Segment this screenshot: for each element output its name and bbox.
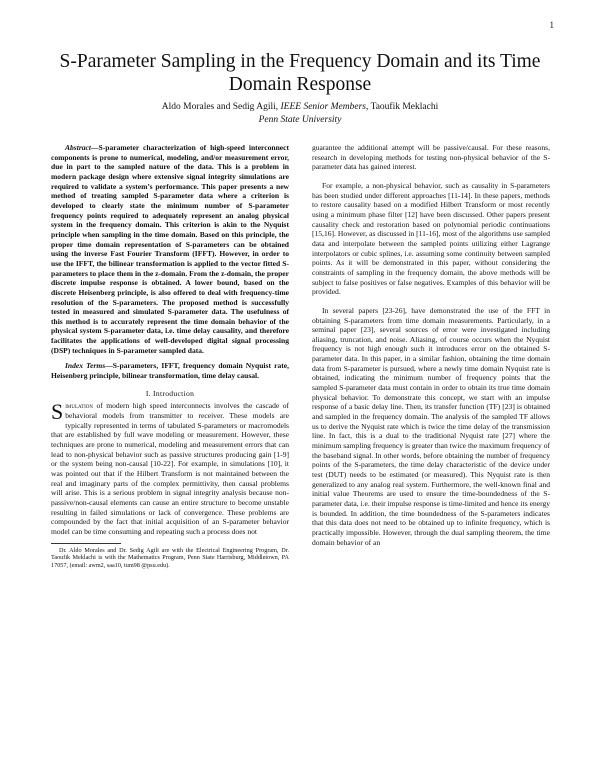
abstract-label: Abstract	[65, 143, 91, 152]
author-line	[40, 101, 560, 113]
abstract-text: —S-parameter characterization of high-speed interconnect components is prone to numerical, modeling, and/or measurement error, due in part to the sampled nature of the data. This is a problem in modern package design where extensive signal integrity simulations are required to validate a system’s performance. This paper presents a new method of treating sampled S-parameter data where a criterion is developed to clearly state the minimum number of S-parameter frequency points required to adequately represent an analog physical system in the frequency domain. This criterion is akin to the Nyquist principle when sampling in the time domain. Based on this principle, the proper time domain representation of S-parameters can be obtained using the inverse Fast Fourier Transform (IFFT). However, in order to use the IFFT, the bilinear transformation is applied to the vector fitted S-parameters to place them in the z-domain. From the z-domain, the proper discrete impulse response is obtained. A lower bound, based on the discrete Heisenberg principle, is also offered to deal with frequency-time resolution of the S-parameters. The proposed method is successfully tested in measured and simulated S-parameter data. The usefulness of this method is to accurately represent the time domain behavior of the physical system S-parameter data, i.e. time delay causality, and therefore facilitates the applications of well-developed digital signal processing (DSP) techniques in S-parameter sampled data.	[51, 143, 289, 355]
paper-title: S-Parameter Sampling in the Frequency Domain and its Time Domain Response	[59, 51, 541, 95]
right-paragraph-1: guarantee the additional attempt will be passive/causal. For these reasons, research in developing methods for testing non-physical behavior of the S-parameter data has gained interest.	[312, 143, 550, 172]
affiliation: Penn State University	[258, 115, 342, 125]
right-paragraph-2: For example, a non-physical behavior, such as causality in S-parameters has been studied under different approaches [11-14]. In these papers, methods to restore causality based on a modified Hilbert Transform or most recently using a minimum phase filter [12] have been discussed. Other papers present causality check and restoration based on polynomial periodic continuations [15,16]. However, as discussed in [11-16], most of the algorithms use sampled data and interpolate between the sampled points utilizing either Lagrange interpolators or cubic splines, i.e. assuming some continuity between sampled points. As it will be demonstrated in this paper, without considering the constraints of sampling in the frequency domain, the above methods will be subject to false positives or false negatives. Examples of this behavior will be provided.	[312, 180, 550, 297]
footnote-rule	[51, 543, 121, 544]
index-terms-label: Index Terms	[65, 361, 106, 371]
index-terms	[51, 361, 289, 380]
page-number: 1	[549, 20, 554, 30]
author-names: Aldo Morales and Sedig Agili,	[161, 102, 279, 112]
right-column	[312, 143, 550, 547]
intro-lead-word: imulation	[65, 401, 94, 411]
right-paragraph-3: In several papers [23-26], have demonstrated the use of the FFT in obtaining S-parameters from time domain measurements. Particularly, in a seminal paper [23], several sources of error were investigated including aliasing, truncation, and noise. Aliasing, of course occurs when the Nyquist frequency is not high enough such it introduces error on the obtained S-parameter data. In this paper, in a similar fashion, obtaining the time domain data from S-parameter is pursued, where a newly time domain Nyquist rate is obtained, indicating the minimum number of frequency points that the sampled S-parameter data must contain in order to obtain its true time domain physical behavior. To demonstrate this concept, we start with an impulse response of a basic delay line. Then, its transfer function (TF) [23] is obtained and sampled in the frequency domain. The analysis of the sampled TF allows us to derive the Nyquist rate which is twice the time delay of the transmission line. In fact, this is a dual to the traditional Nyquist rate [27] where the minimum sampling frequency is greater than twice the maximum frequency of the baseband signal. In other words, before obtaining the number of frequency points of the S-parameters, the time delay characteristic of the device under test (DUT) needs to be estimated (or measured). This Nyquist rate is then generalized to any analog real system. Furthermore, the well-known final and initial value Theorems are used to ensure the time-boundedness of the S-parameter data, i.e. their impulse response is time-limited and hence its energy is bounded. In addition, the time boundedness of the S-parameters indicates that this data does not need to be obtained up to infinite frequency, which is practically impossible. However, through the dual sampling theorem, the time domain behavior of an	[312, 305, 550, 547]
left-column	[51, 143, 289, 569]
author-names-tail: Taoufik Meklachi	[370, 102, 439, 112]
section-heading-introduction: I. Introduction	[145, 388, 195, 398]
intro-text: of modern high speed interconnects involves the cascade of behavioral models from transmitter to receiver. These models are typically represented in terms of tabulated S-parameters or macromodels that are established by full wave modeling or measurement. However, these techniques are prone to numerical, modeling and measurement errors that can lead to non-physical behavior such as passive structures producing gain [1-9] or the system being non-causal [10-22]. For example, in simulations [10], it was pointed out that if the Hilbert Transform is not maintained between the real and imaginary parts of the complex permittivity, then causal problems will arise. This is a serious problem in signal integrity analysis because non-passive/non-causal elements can cause an entire structure to become unstable resulting in failed simulations or lack of convergence. These problems are compounded by the fact that initial acquisition of an S-parameter behavior model can be time consuming and repeating such a process does not	[51, 401, 289, 536]
drop-cap: S	[51, 399, 64, 425]
intro-paragraph	[51, 401, 289, 536]
index-terms-text: —S-parameters, IFFT, frequency domain Nyquist rate, Heisenberg principle, bilinear transformation, time delay causal.	[51, 361, 289, 381]
abstract	[51, 143, 289, 355]
author-society: IEEE Senior Members,	[280, 102, 369, 112]
author-footnote: Dr. Aldo Morales and Dr. Sedig Agili are with the Electrical Engineering Program, Dr. Taoufik Meklachi is with the Mathematics Program, Penn State Harrisburg, Middletown, PA 17057, (email: awm2, saa10, tum98 @psu.edu).	[51, 546, 289, 569]
